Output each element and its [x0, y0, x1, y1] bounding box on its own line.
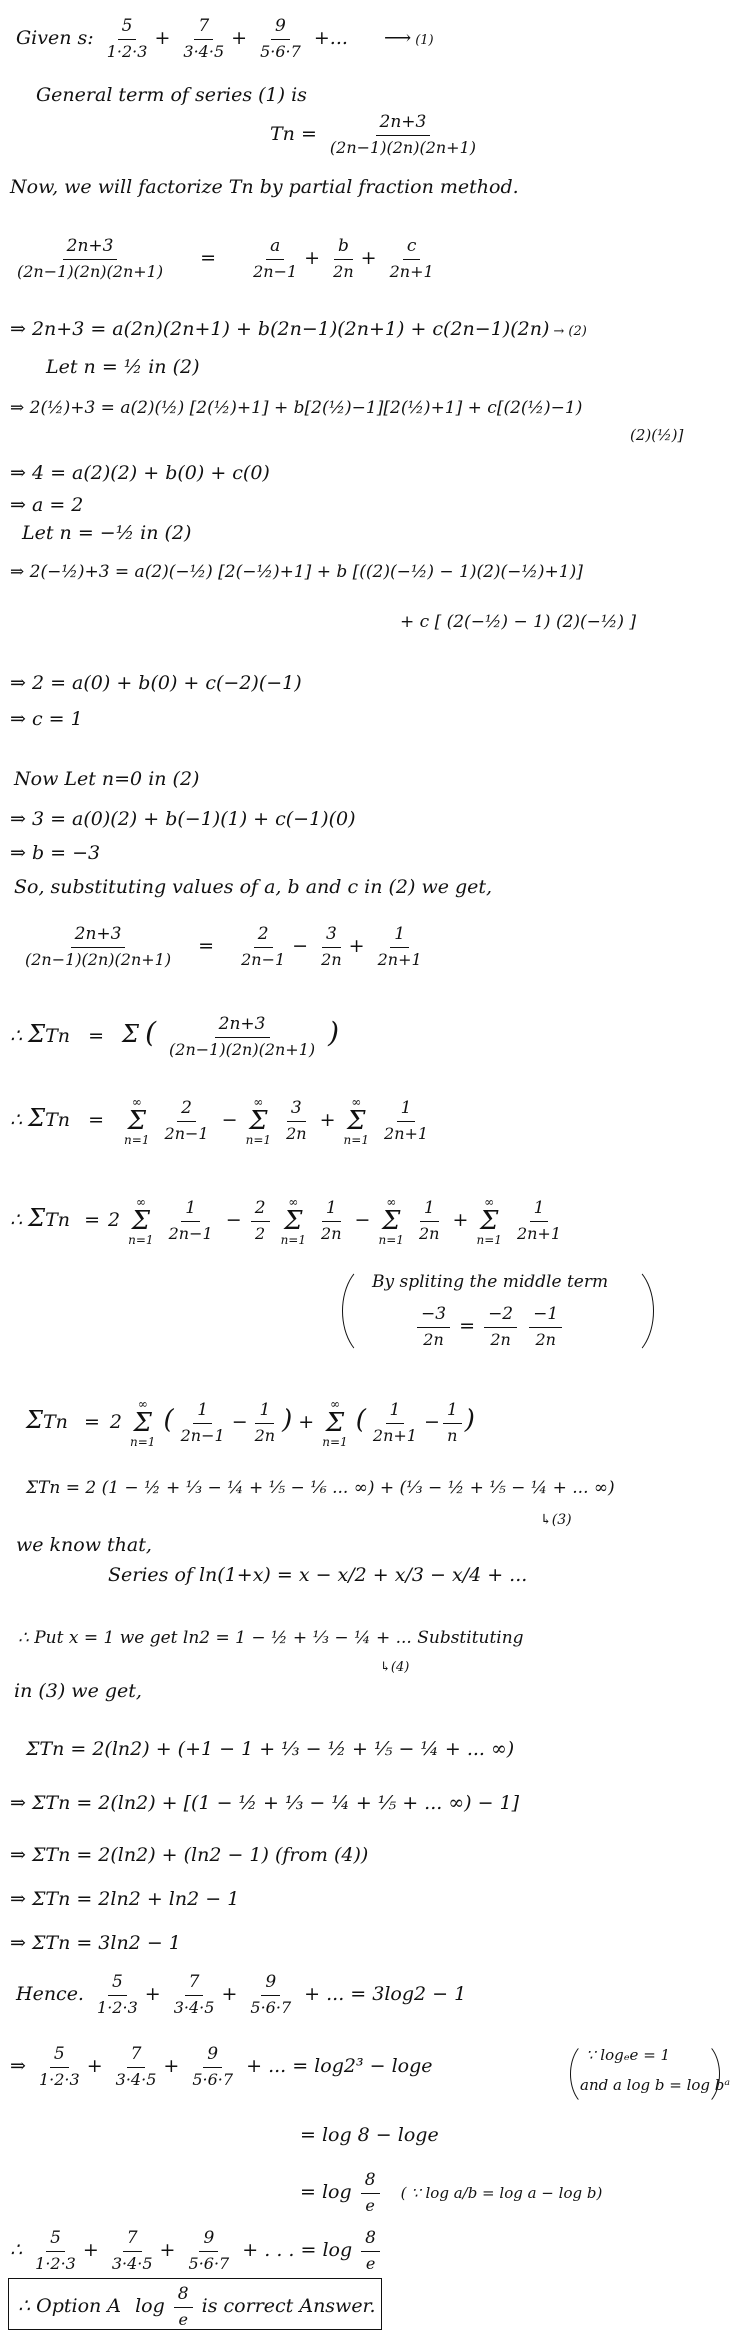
final-line-1: ⇒ $\frac{5}{1\cdot 2\cdot 3}$ + $\frac{7}{3\cdot 4\cdot 5}$ + $\frac{9}{5\cdot 6\cdot 7}$ + ... = log2³ − loge [10, 2044, 433, 2090]
log-line-3: ⇒ ΣTn = 2(ln2) + (ln2 − 1) (from (4)) [10, 1844, 369, 1866]
substitute-minus-half: ⇒ 2(−½)+3 = a(2)(−½) [2(−½)+1] + b [((2)(−½) − 1)(2)(−½)+1)] [10, 562, 583, 582]
c-value: ⇒ c = 1 [10, 708, 83, 730]
log-line-2: ⇒ ΣTn = 2(ln2) + [(1 − ½ + ⅓ − ¼ + ⅕ + ... ∞) − 1] [10, 1792, 520, 1814]
substitute-intro: So, substituting values of a, b and c in (2) we get, [14, 876, 493, 898]
given-tail: +... [313, 27, 348, 50]
final-line-3: = log $\frac{8}{e}$ ( ∵ log a/b = log a − log b) [300, 2170, 603, 2216]
sum-line-4: ΣTn = 2 ∞ Σ n=1 ( $\frac{1}{2n-1}$ − $\frac{1}{2n}$ ) + ∞ Σ n=1 ( $\frac{1}{2n+1}$ − $\frac{1}{n}$ ) [26, 1397, 475, 1449]
equation-2: ⇒ 2n+3 = a(2n)(2n+1) + b(2n−1)(2n+1) + c(2n−1)(2n) → (2) [10, 318, 587, 340]
we-know: we know that, [16, 1534, 152, 1556]
ln-series: Series of ln(1+x) = x − x/2 + x/3 − x/4 + ... [108, 1564, 528, 1586]
let-n-zero: Now Let n=0 in (2) [14, 768, 200, 790]
hence-line: Hence. $\frac{5}{1\cdot 2\cdot 3}$ + $\frac{7}{3\cdot 4\cdot 5}$ + $\frac{9}{5\cdot 6\cdot 7}$ + ... = 3log2 − 1 [16, 1972, 467, 2018]
general-term-fraction: $\frac{2n+3}{(2n-1)(2n)(2n+1)}$ [329, 112, 476, 158]
general-term-formula: Tn = $\frac{2n+3}{(2n-1)(2n)(2n+1)}$ [270, 112, 483, 158]
log-line-5: ⇒ ΣTn = 3ln2 − 1 [10, 1932, 181, 1954]
b-value: ⇒ b = −3 [10, 842, 101, 864]
splitting-equation: $\frac{-3}{2n}$ = $\frac{-2}{2n}$ $\frac{-1}{2n}$ [414, 1304, 565, 1350]
sum-line-1: ∴ ΣTn = Σ ( $\frac{2n+3}{(2n-1)(2n)(2n+1)}$ ) [10, 1014, 340, 1060]
two-equation: ⇒ 2 = a(0) + b(0) + c(−2)(−1) [10, 672, 302, 694]
four-equation: ⇒ 4 = a(2)(2) + b(0) + c(0) [10, 462, 270, 484]
splitting-note: By spliting the middle term [372, 1272, 609, 1292]
substitute-half: ⇒ 2(½)+3 = a(2)(½) [2(½)+1] + b[2(½)−1][2(½)+1] + c[(2(½)−1) [10, 398, 583, 418]
a-value: ⇒ a = 2 [10, 494, 84, 516]
three-equation: ⇒ 3 = a(0)(2) + b(−1)(1) + c(−1)(0) [10, 808, 356, 830]
put-x-one: ∴ Put x = 1 we get ln2 = 1 − ½ + ⅓ − ¼ + ... Substituting [18, 1628, 524, 1648]
log-rule-1: ∵ logₑe = 1 [586, 2046, 671, 2064]
log-line-4: ⇒ ΣTn = 2ln2 + ln2 − 1 [10, 1888, 240, 1910]
sum-line-2: ∴ ΣTn = ∞ Σ n=1 $\frac{2}{2n-1}$ − ∞ Σ n=1 $\frac{3}{2n}$ + ∞ Σ n=1 $\frac{1}{2n+1}$ [10, 1095, 429, 1147]
answer-line: ∴ $\frac{5}{1\cdot 2\cdot 3}$ + $\frac{7}{3\cdot 4\cdot 5}$ + $\frac{9}{5\cdot 6\cdot 7}$ + . . . = log $\frac{8}{e}$ [10, 2228, 383, 2274]
given-arrow: ⟶ [383, 27, 412, 50]
given-term-2: $\frac{7}{3\cdot 4\cdot 5}$ [183, 16, 225, 62]
given-term-1: $\frac{5}{1\cdot 2\cdot 3}$ [106, 16, 148, 62]
let-n-minus-half: Let n = −½ in (2) [22, 522, 192, 544]
substitute-half-cont: (2)(½)] [630, 426, 684, 444]
log-line-1: ΣTn = 2(ln2) + (+1 − 1 + ⅓ − ½ + ⅕ − ¼ + ... ∞) [26, 1738, 515, 1760]
partial-fraction-result: $\frac{2n+3}{(2n-1)(2n)(2n+1)}$ = $\frac{2}{2n-1}$ − $\frac{3}{2n}$ + $\frac{1}{2n+1}$ [25, 924, 422, 970]
expanded-ref: ↳(3) [540, 1512, 572, 1528]
partial-fraction-setup: $\frac{2n+3}{(2n-1)(2n)(2n+1)}$ = $\frac{a}{2n-1}$ + $\frac{b}{2n}$ + $\frac{c}{2n+1}$ [17, 236, 434, 282]
put-x-ref: ↳(4) [380, 1660, 410, 1675]
given-label: Given s: [16, 27, 94, 50]
in-3: in (3) we get, [14, 1680, 142, 1702]
factorize-intro: Now, we will factorize Tn by partial fraction method. [10, 176, 519, 198]
substitute-minus-half-cont: + c [ (2(−½) − 1) (2)(−½) ] [400, 612, 637, 632]
given-term-3: $\frac{9}{5\cdot 6\cdot 7}$ [260, 16, 301, 62]
expanded-series: ΣTn = 2 (1 − ½ + ⅓ − ¼ + ⅕ − ⅙ ... ∞) + (⅓ − ½ + ⅕ − ¼ + ... ∞) [26, 1478, 615, 1498]
given-line: Given s: $\frac{5}{1\cdot 2\cdot 3}$ + $\frac{7}{3\cdot 4\cdot 5}$ + $\frac{9}{5\cdot 6\cdot 7}$ +... ⟶ (1) [16, 16, 434, 62]
given-ref: (1) [415, 33, 434, 49]
sum-line-3: ∴ ΣTn = 2 ∞ Σ n=1 $\frac{1}{2n-1}$ − $\frac{2}{2}$ ∞ Σ n=1 $\frac{1}{2n}$ − ∞ Σ n=1 $\frac{1}{2n}$ + ∞ Σ n=1 $\frac{1}{2n+1}$ [10, 1195, 562, 1247]
general-term-intro: General term of series (1) is [36, 84, 307, 106]
final-line-2: = log 8 − loge [300, 2124, 439, 2146]
log-rule-2: and a log b = log bᵃ [580, 2076, 731, 2094]
let-n-half: Let n = ½ in (2) [46, 356, 200, 378]
answer-box-text: ∴ Option A log $\frac{8}{e}$ is correct Answer. [18, 2284, 376, 2330]
